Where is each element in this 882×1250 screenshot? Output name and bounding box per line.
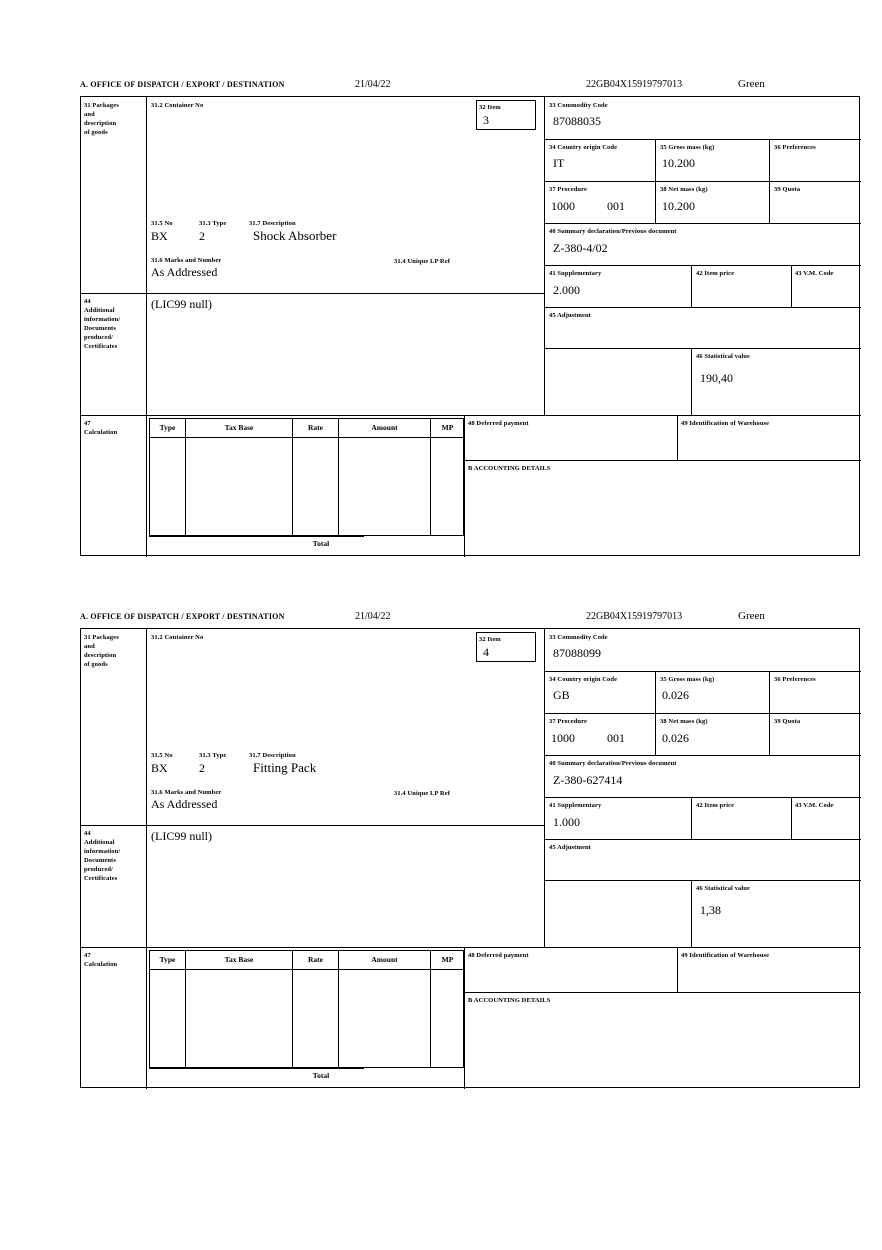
box37-label: 37 Procedure	[549, 186, 587, 193]
box45-adjustment	[545, 839, 861, 880]
box45-adjustment	[545, 307, 861, 348]
box35-gross-mass	[656, 671, 769, 713]
box38-net-mass	[656, 181, 769, 223]
divider-calc-box48	[464, 947, 465, 1089]
box31-3-type-value[interactable]: 2	[199, 761, 205, 775]
box40-previous-document	[545, 755, 861, 797]
box43-label: 43 V.M. Code	[795, 270, 834, 277]
box41-label: 41 Supplementary	[549, 270, 602, 277]
divider-left-label-column	[146, 629, 147, 1089]
box37-value-2[interactable]: 001	[607, 199, 625, 213]
divider-box47-top	[81, 415, 861, 416]
box37-value-1[interactable]: 1000	[551, 199, 575, 213]
office-of-dispatch-label: A. OFFICE OF DISPATCH / EXPORT / DESTINATION	[80, 80, 285, 89]
box44-label: 44 Additional information/ Documents produced/ Certificates	[84, 298, 121, 350]
calc-total-divider	[149, 536, 364, 537]
box45-label: 45 Adjustment	[549, 844, 591, 851]
box33-commodity-code	[545, 629, 861, 671]
box31-label: 31 Packages and description of goods	[84, 102, 119, 136]
box43-vm-code	[792, 797, 861, 839]
box35-value[interactable]: 10.200	[662, 156, 695, 170]
box31-6-marks-label: 31.6 Marks and Number	[151, 257, 222, 264]
form-header	[80, 78, 862, 96]
calc-col-header-type: Type	[159, 955, 176, 964]
box40-previous-document	[545, 223, 861, 265]
box34-label: 34 Country origin Code	[549, 676, 618, 683]
box35-gross-mass	[656, 139, 769, 181]
box31-2-container-no-label: 31.2 Container No	[151, 102, 204, 109]
divider-48-49	[677, 415, 678, 460]
box49-label: 49 Identification of Warehouse	[681, 420, 770, 427]
declaration-date: 21/04/22	[355, 611, 391, 622]
boxB-label: B ACCOUNTING DETAILS	[468, 465, 551, 472]
box31-5-no-value[interactable]: BX	[151, 229, 168, 243]
box40-label: 40 Summary declaration/Previous document	[549, 228, 677, 235]
calc-col-header-type: Type	[159, 423, 176, 432]
divider-48-b	[464, 460, 861, 461]
box31-4-unique-lp-ref-label: 31.4 Unique LP Ref	[394, 258, 450, 265]
box37-value-2[interactable]: 001	[607, 731, 625, 745]
box33-label: 33 Commodity Code	[549, 634, 608, 641]
sad-form-item-4	[80, 610, 862, 1088]
box31-6-marks-value[interactable]: As Addressed	[151, 265, 218, 279]
calc-col-header-mp: MP	[441, 423, 454, 432]
box38-net-mass	[656, 713, 769, 755]
box47-label: 47 Calculation	[84, 952, 118, 968]
box33-value[interactable]: 87088099	[553, 646, 601, 660]
calc-col-header-tax-base: Tax Base	[224, 955, 254, 964]
box36-preferences	[770, 671, 861, 713]
box45-label: 45 Adjustment	[549, 312, 591, 319]
box46-statistical-value	[692, 880, 861, 947]
box31-4-unique-lp-ref-label: 31.4 Unique LP Ref	[394, 790, 450, 797]
box31-7-description-label: 31.7 Description	[249, 220, 296, 227]
declaration-date: 21/04/22	[355, 79, 391, 90]
box32-item-value[interactable]: 3	[483, 113, 489, 127]
box44-value[interactable]: (LIC99 null)	[151, 829, 212, 843]
lane-status: Green	[738, 78, 765, 90]
box31-7-description-label: 31.7 Description	[249, 752, 296, 759]
box39-label: 39 Quota	[774, 186, 801, 193]
divider-box31-box44	[81, 293, 544, 294]
box47-calculation-table	[149, 950, 464, 1068]
box37-procedure	[545, 181, 655, 223]
box38-value[interactable]: 0.026	[662, 731, 689, 745]
box31-6-marks-label: 31.6 Marks and Number	[151, 789, 222, 796]
box36-label: 36 Preferences	[774, 144, 816, 151]
calc-col-header-rate: Rate	[308, 423, 323, 432]
form-body	[80, 96, 860, 556]
box41-supplementary	[545, 797, 691, 839]
calc-col-header-mp: MP	[441, 955, 454, 964]
box40-value[interactable]: Z-380-4/02	[553, 241, 608, 255]
box42-label: 42 Item price	[696, 270, 735, 277]
box33-label: 33 Commodity Code	[549, 102, 608, 109]
calc-col-header-amount: Amount	[371, 423, 398, 432]
box41-value[interactable]: 2.000	[553, 283, 580, 297]
box34-value[interactable]: GB	[553, 688, 570, 702]
box34-country-origin	[545, 139, 655, 181]
form-header-2	[80, 610, 862, 628]
box47-calculation-table	[149, 418, 464, 536]
box43-label: 43 V.M. Code	[795, 802, 834, 809]
movement-reference-number: 22GB04X15919797013	[586, 79, 683, 90]
box38-label: 38 Net mass (kg)	[660, 718, 708, 725]
divider-dotted-adjustment	[544, 880, 545, 947]
box41-supplementary	[545, 265, 691, 307]
box32-item	[476, 632, 536, 662]
form-body-2	[80, 628, 860, 1088]
box32-item-label: 32 Item	[479, 636, 501, 643]
box31-3-type-label: 31.3 Type	[199, 752, 227, 759]
box46-value[interactable]: 190,40	[700, 371, 733, 385]
box34-label: 34 Country origin Code	[549, 144, 618, 151]
box39-quota	[770, 181, 861, 223]
box48-label: 48 Deferred payment	[468, 952, 529, 959]
box34-country-origin	[545, 671, 655, 713]
divider-box47-top	[81, 947, 861, 948]
box35-label: 35 Gross mass (kg)	[660, 144, 715, 151]
box32-item	[476, 100, 536, 130]
box37-procedure	[545, 713, 655, 755]
calc-header-divider	[150, 437, 463, 438]
calc-total-label: Total	[312, 539, 330, 548]
box38-value[interactable]: 10.200	[662, 199, 695, 213]
box48-label: 48 Deferred payment	[468, 420, 529, 427]
box36-preferences	[770, 139, 861, 181]
box36-label: 36 Preferences	[774, 676, 816, 683]
box41-value[interactable]: 1.000	[553, 815, 580, 829]
box46-value[interactable]: 1,38	[700, 903, 721, 917]
box31-5-no-label: 31.5 No	[151, 752, 173, 759]
box37-label: 37 Procedure	[549, 718, 587, 725]
box42-item-price	[692, 265, 791, 307]
box46-statistical-value	[692, 348, 861, 415]
box41-label: 41 Supplementary	[549, 802, 602, 809]
box31-3-type-value[interactable]: 2	[199, 229, 205, 243]
box35-label: 35 Gross mass (kg)	[660, 676, 715, 683]
box46-label: 46 Statistical value	[696, 885, 750, 892]
box46-label: 46 Statistical value	[696, 353, 750, 360]
box38-label: 38 Net mass (kg)	[660, 186, 708, 193]
box31-6-marks-value[interactable]: As Addressed	[151, 797, 218, 811]
office-of-dispatch-label: A. OFFICE OF DISPATCH / EXPORT / DESTINATION	[80, 612, 285, 621]
divider-48-49	[677, 947, 678, 992]
box44-label: 44 Additional information/ Documents produced/ Certificates	[84, 830, 121, 882]
box42-item-price	[692, 797, 791, 839]
divider-calc-box48	[464, 415, 465, 557]
divider-dotted-adjustment	[544, 348, 545, 415]
box37-value-1[interactable]: 1000	[551, 731, 575, 745]
box35-value[interactable]: 0.026	[662, 688, 689, 702]
divider-box31-box44	[81, 825, 544, 826]
box34-value[interactable]: IT	[553, 156, 565, 170]
box31-5-no-label: 31.5 No	[151, 220, 173, 227]
calc-col-header-tax-base: Tax Base	[224, 423, 254, 432]
boxB-label: B ACCOUNTING DETAILS	[468, 997, 551, 1004]
box43-vm-code	[792, 265, 861, 307]
box49-label: 49 Identification of Warehouse	[681, 952, 770, 959]
box39-quota	[770, 713, 861, 755]
box44-value[interactable]: (LIC99 null)	[151, 297, 212, 311]
box39-label: 39 Quota	[774, 718, 801, 725]
box32-item-label: 32 Item	[479, 104, 501, 111]
box33-commodity-code	[545, 97, 861, 139]
box33-value[interactable]: 87088035	[553, 114, 601, 128]
calc-total-label: Total	[312, 1071, 330, 1080]
divider-left-label-column	[146, 97, 147, 557]
box47-label: 47 Calculation	[84, 420, 118, 436]
box31-3-type-label: 31.3 Type	[199, 220, 227, 227]
calc-col-header-rate: Rate	[308, 955, 323, 964]
box42-label: 42 Item price	[696, 802, 735, 809]
box31-2-container-no-label: 31.2 Container No	[151, 634, 204, 641]
calc-total-divider	[149, 1068, 364, 1069]
sad-form-item-3	[80, 78, 862, 556]
calc-header-divider	[150, 969, 463, 970]
box31-7-description-value[interactable]: Fitting Pack	[253, 760, 317, 775]
movement-reference-number: 22GB04X15919797013	[586, 611, 683, 622]
box40-label: 40 Summary declaration/Previous document	[549, 760, 677, 767]
divider-48-b	[464, 992, 861, 993]
calc-col-header-amount: Amount	[371, 955, 398, 964]
box40-value[interactable]: Z-380-627414	[553, 773, 623, 787]
box32-item-value[interactable]: 4	[483, 645, 489, 659]
box31-label: 31 Packages and description of goods	[84, 634, 119, 668]
box31-7-description-value[interactable]: Shock Absorber	[253, 228, 337, 243]
lane-status: Green	[738, 610, 765, 622]
box31-5-no-value[interactable]: BX	[151, 761, 168, 775]
